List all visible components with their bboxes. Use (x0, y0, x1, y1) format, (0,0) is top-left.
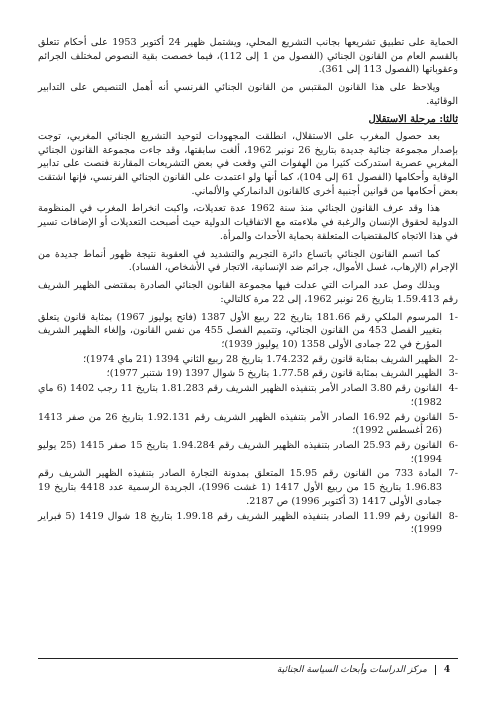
list-item (38, 367, 458, 381)
paragraph: هذا وقد عرف القانون الجنائي منذ سنة 1962 عدة تعديلات، واكبت انخراط المغرب في المنظومة الدولية لحقوق الإنسان والرغبة في ملاءمته مع الاتفاقيات الدولية حيث أصبحت التعديلات أو الإضافات تسير في هذا الاتجاه كالمقتضيات المتعلقة بحماية الأحداث والمرأة. (38, 203, 458, 242)
list-item-text: الظهير الشريف بمثابة قانون رقم 1.74.232 بتاريخ 28 ربيع الثاني 1394 (21 ماي 1974)؛ (83, 353, 442, 365)
paragraph: ويلاحظ على هذا القانون المقتبس من القانون الجنائي الفرنسي أنه أهمل التنصيص على التدابير الوقائية. (38, 82, 458, 107)
list-item-number: -6 (448, 439, 458, 451)
page-footer (38, 658, 458, 681)
list-item-text: القانون رقم 16.92 الصادر الأمر بتنفيذه الظهير الشريف رقم 1.92.131 بتاريخ 26 من صفر 1413 (26 أغسطس 1992)؛ (38, 411, 442, 437)
list-item (38, 510, 458, 537)
paragraph: بعد حصول المغرب على الاستقلال، انطلقت المجهودات لتوحيد التشريع الجنائي المغربي، توجت بإصدار مجموعة جنائية جديدة بتاريخ 26 نونبر 1962، ألغت سابقتها، وقد جاءت مجموعة القانون الجنائي المغربي عصرية استدركت كثيرا من الهفوات التي وقعت في بعض التشريعات المقارنة فنصت على تدابير الوقاية وأحكامها (الفصول 61 إلى 104)، كما أنها ولو اعتمدت على القانون الجنائي الفرنسي، فإنها اشتقت بعض أحكامها من قوانين أجنبية أخرى كالقانون الدانماركي والألماني. (38, 130, 458, 197)
list-item (38, 311, 458, 352)
list-item-text: المرسوم الملكي رقم 181.66 بتاريخ 22 ربيع الأول 1387 (فاتح يوليوز 1967) بمثابة قانون يتعلق بتغيير الفصل 453 من القانون الجنائي، وتتميم الفصل 455 من نفس القانون، وإلغاء الظهير الشريف المؤرخ في 22 جمادى الأولى 1358 (10 يوليوز 1939)؛ (38, 311, 442, 350)
list-item-text: القانون رقم 3.80 الصادر الأمر بتنفيذه الظهير الشريف رقم 1.81.283 بتاريخ 11 رجب 1402 (6 ماي 1982)؛ (38, 383, 442, 408)
list-item-text: القانون رقم 25.93 الصادر بتنفيذه الظهير الشريف رقم 1.94.284 بتاريخ 15 صفر 1415 (25 يوليو 1994)؛ (38, 439, 442, 465)
footer-text: مركز الدراسات وأبحاث السياسة الجنائية (276, 665, 427, 675)
list-item-number: -4 (448, 383, 458, 395)
page-content (38, 36, 458, 538)
list-item-number: -7 (448, 468, 458, 480)
list-item-text: المادة 733 من القانون رقم 15.95 المتعلق بمدونة التجارة الصادر بتنفيذه الظهير الشريف رقم 1.96.83 بتاريخ 15 من ربيع الأول 1417 (1 غشت 1996)، الجريدة الرسمية عدد 4418 بتاريخ 19 جمادى الأولى 1417 (3 أكتوبر 1996) ص 2187. (38, 468, 442, 507)
list-item-number: -8 (448, 510, 458, 522)
paragraph: كما اتسم القانون الجنائي باتساع دائرة التجريم والتشديد في العقوبة نتيجة ظهور أنماط جديدة من الإجرام (الإرهاب، غسل الأموال، جرائم ضد الإنسانية، الاتجار في الأشخاص، الفساد). (38, 248, 458, 274)
list-item-text: القانون رقم 11.99 الصادر بتنفيذه الظهير الشريف رقم 1.99.18 بتاريخ 18 شوال 1419 (5 فبراير 1999)؛ (38, 510, 442, 536)
paragraph: وبذلك وصل عدد المرات التي عدلت فيها مجموعة القانون الجنائي الصادرة بمقتضى الظهير الشريف رقم 1.59.413 بتاريخ 26 نونبر 1962، إلى 22 مرة كالتالي: (38, 280, 458, 305)
list-item-number: -5 (448, 411, 458, 423)
list-item (38, 467, 458, 508)
section-heading: ثالثا: مرحلة الاستقلال (368, 113, 458, 125)
list-item-number: -2 (448, 353, 458, 365)
amendments-list (38, 311, 458, 538)
list-item-number: -3 (448, 368, 458, 380)
list-item (38, 411, 458, 438)
list-item-text: الظهير الشريف بمثابة قانون رقم 1.77.58 بتاريخ 5 شوال 1397 (19 شتنبر 1977)؛ (106, 368, 442, 380)
page-number: 4 (435, 665, 458, 675)
list-item-number: -1 (448, 311, 458, 323)
list-item (38, 382, 458, 409)
list-item (38, 353, 458, 367)
list-item (38, 439, 458, 466)
paragraph: الحماية على تطبيق تشريعها بجانب التشريع المحلي، ويشتمل ظهير 24 أكتوبر 1953 على أحكام تتعلق بالقسم العام من القانون الجنائي (الفصول من 1 إلى 112)، فيما خصصت بقية النصوص لمختلف الجرائم وعقوباتها (الفصول 113 إلى 361). (38, 37, 458, 76)
